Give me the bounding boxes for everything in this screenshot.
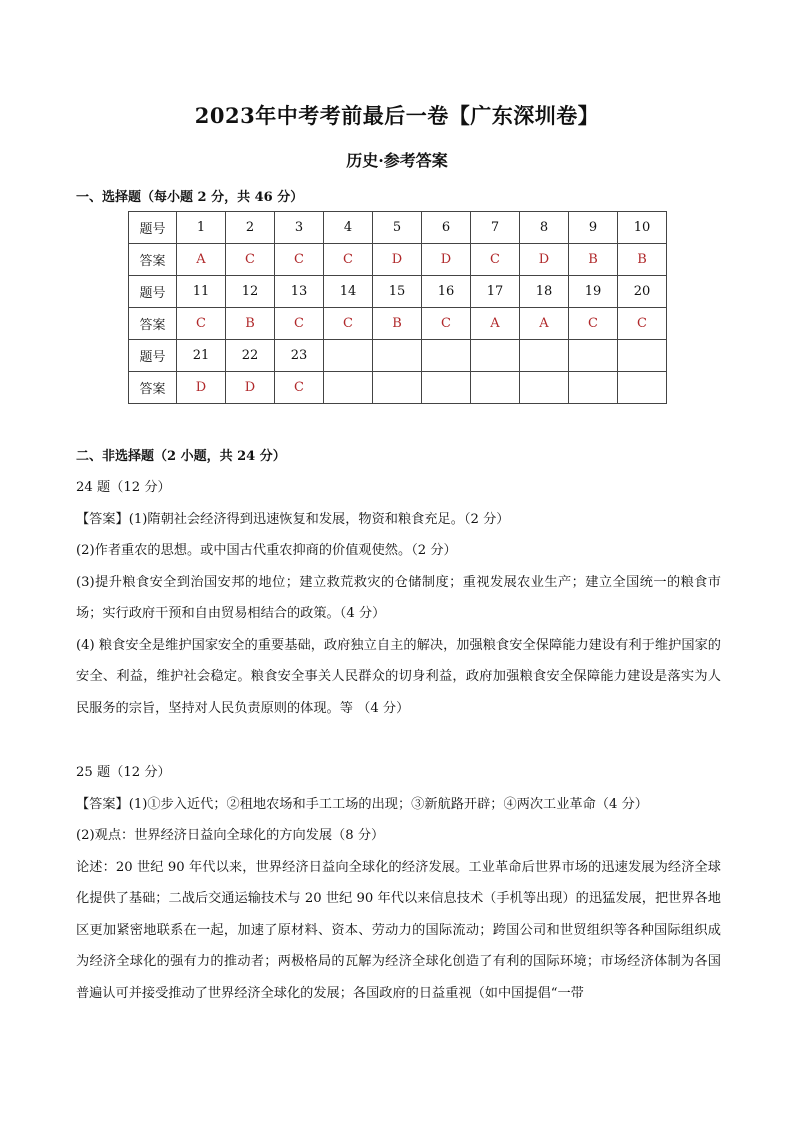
question-number-cell bbox=[618, 340, 667, 372]
answer-cell: B bbox=[373, 308, 422, 340]
question-24-title: 24 题（12 分） bbox=[76, 480, 171, 495]
question-number-cell bbox=[471, 340, 520, 372]
answer-cell: C bbox=[422, 308, 471, 340]
question-number-cell: 8 bbox=[520, 212, 569, 244]
answer-cell: D bbox=[226, 372, 275, 404]
question-number-row bbox=[129, 212, 667, 244]
answer-row bbox=[129, 244, 667, 276]
question-number-cell: 15 bbox=[373, 276, 422, 308]
document-title: 2023年中考考前最后一卷【广东深圳卷】 bbox=[194, 103, 600, 128]
answer-cell bbox=[520, 372, 569, 404]
answer-cell: C bbox=[324, 308, 373, 340]
question-number-cell: 1 bbox=[177, 212, 226, 244]
question-number-cell: 5 bbox=[373, 212, 422, 244]
question-number-cell: 10 bbox=[618, 212, 667, 244]
answer-cell bbox=[422, 372, 471, 404]
answer-cell bbox=[324, 372, 373, 404]
question-number-cell: 19 bbox=[569, 276, 618, 308]
answer-cell: B bbox=[569, 244, 618, 276]
answer-cell: A bbox=[471, 308, 520, 340]
question-25-title: 25 题（12 分） bbox=[76, 765, 171, 780]
row-label-question: 题号 bbox=[129, 212, 177, 244]
question-number-cell: 2 bbox=[226, 212, 275, 244]
question-number-cell bbox=[324, 340, 373, 372]
question-number-cell: 4 bbox=[324, 212, 373, 244]
question-number-cell bbox=[422, 340, 471, 372]
answer-cell: C bbox=[275, 244, 324, 276]
question-number-cell: 14 bbox=[324, 276, 373, 308]
answer-cell: C bbox=[471, 244, 520, 276]
question-24-answer-3: (3)提升粮食安全到治国安邦的地位；建立救荒救灾的仓储制度；重视发展农业生产；建立全国统一的粮食市场；实行政府干预和自由贸易相结合的政策。（4 分） bbox=[76, 574, 721, 621]
question-number-cell: 11 bbox=[177, 276, 226, 308]
answer-cell bbox=[618, 372, 667, 404]
question-number-cell: 18 bbox=[520, 276, 569, 308]
row-label-question: 题号 bbox=[129, 276, 177, 308]
answer-cell: C bbox=[275, 308, 324, 340]
section-two-heading: 二、非选择题（2 小题，共 24 分） bbox=[76, 449, 286, 464]
row-label-answer: 答案 bbox=[129, 244, 177, 276]
question-24-answer-2: (2)作者重农的思想。或中国古代重农抑商的价值观使然。（2 分） bbox=[76, 543, 457, 558]
question-number-cell bbox=[569, 340, 618, 372]
answer-cell: C bbox=[324, 244, 373, 276]
question-number-cell bbox=[373, 340, 422, 372]
question-24-block bbox=[76, 472, 721, 724]
question-number-row bbox=[129, 276, 667, 308]
question-24-answer-1: 【答案】(1)隋朝社会经济得到迅速恢复和发展，物资和粮食充足。（2 分） bbox=[76, 511, 510, 527]
answer-cell: C bbox=[177, 308, 226, 340]
document-subtitle: 历史·参考答案 bbox=[346, 151, 448, 170]
answer-cell bbox=[373, 372, 422, 404]
answer-cell: A bbox=[520, 308, 569, 340]
question-number-cell: 21 bbox=[177, 340, 226, 372]
answer-row bbox=[129, 372, 667, 404]
answer-cell: D bbox=[373, 244, 422, 276]
answer-cell bbox=[471, 372, 520, 404]
question-number-cell: 16 bbox=[422, 276, 471, 308]
question-24-answer-4: (4) 粮食安全是维护国家安全的重要基础，政府独立自主的解决，加强粮食安全保障能力建设有利于维护国家的安全、利益，维护社会稳定。粮食安全事关人民群众的切身利益，政府加强粮食安全保障能力建设是落实为人民服务的宗旨，坚持对人民负责原则的体现。等 （4 分） bbox=[76, 637, 721, 716]
row-label-answer: 答案 bbox=[129, 308, 177, 340]
answer-cell: D bbox=[177, 372, 226, 404]
question-number-row bbox=[129, 340, 667, 372]
answer-cell: D bbox=[422, 244, 471, 276]
answer-cell bbox=[569, 372, 618, 404]
question-number-cell: 7 bbox=[471, 212, 520, 244]
answer-cell: B bbox=[618, 244, 667, 276]
question-number-cell: 3 bbox=[275, 212, 324, 244]
answer-cell: C bbox=[275, 372, 324, 404]
answer-cell: C bbox=[569, 308, 618, 340]
section-one-heading: 一、选择题（每小题 2 分，共 46 分） bbox=[76, 190, 304, 205]
answer-cell: A bbox=[177, 244, 226, 276]
row-label-answer: 答案 bbox=[129, 372, 177, 404]
question-25-answer-2: (2)观点：世界经济日益向全球化的方向发展（8 分） bbox=[76, 828, 385, 843]
question-number-cell bbox=[520, 340, 569, 372]
answer-row bbox=[129, 308, 667, 340]
row-label-question: 题号 bbox=[129, 340, 177, 372]
question-number-cell: 23 bbox=[275, 340, 324, 372]
answer-table bbox=[128, 211, 667, 404]
question-number-cell: 20 bbox=[618, 276, 667, 308]
answer-cell: B bbox=[226, 308, 275, 340]
question-number-cell: 17 bbox=[471, 276, 520, 308]
question-number-cell: 13 bbox=[275, 276, 324, 308]
question-number-cell: 9 bbox=[569, 212, 618, 244]
answer-cell: C bbox=[618, 308, 667, 340]
question-25-answer-1: 【答案】(1)①步入近代；②租地农场和手工工场的出现；③新航路开辟；④两次工业革命（4 分） bbox=[76, 796, 648, 812]
answer-cell: C bbox=[226, 244, 275, 276]
question-25-answer-3: 论述：20 世纪 90 年代以来，世界经济日益向全球化的经济发展。工业革命后世界市场的迅速发展为经济全球化提供了基础；二战后交通运输技术与 20 世纪 90 年代以来信息技术（手机等出现）的迅猛发展，把世界各地区更加紧密地联系在一起，加速了原材料、资本、劳动力的国际流动；跨国公司和世贸组织等各种国际组织成为经济全球化的强有力的推动者；两极格局的瓦解为经济全球化创造了有利的国际环境；市场经济体制为各国普遍认可并接受推动了世界经济全球化的发展；各国政府的日益重视（如中国提倡“一带 bbox=[76, 859, 721, 1001]
question-number-cell: 6 bbox=[422, 212, 471, 244]
question-25-block bbox=[76, 757, 721, 1009]
question-number-cell: 12 bbox=[226, 276, 275, 308]
answer-cell: D bbox=[520, 244, 569, 276]
question-number-cell: 22 bbox=[226, 340, 275, 372]
